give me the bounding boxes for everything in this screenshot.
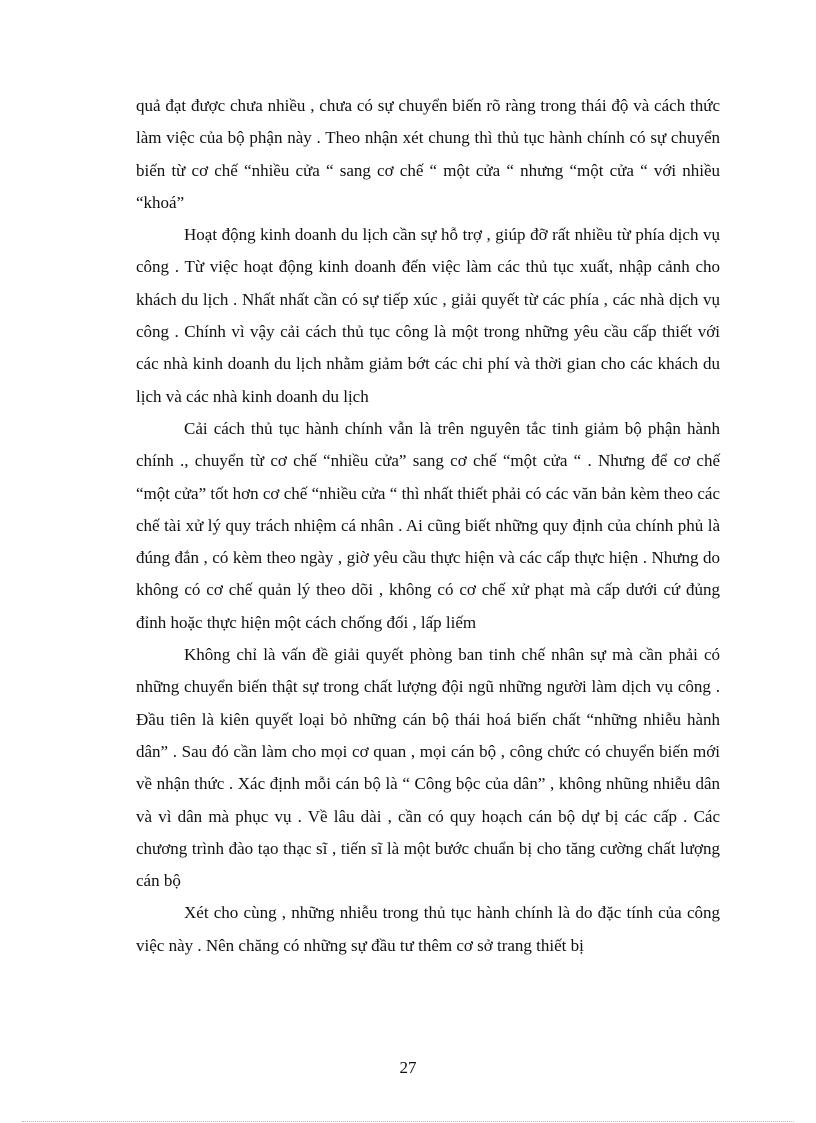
paragraph-2: Hoạt động kinh doanh du lịch cần sự hỗ trợ , giúp đỡ rất nhiều từ phía dịch vụ công . Từ việc hoạt động kinh doanh đến việc làm các thủ tục xuất, nhập cảnh cho khách du lịch . Nhất nhất cần có sự tiếp xúc , giải quyết từ các phía , các nhà dịch vụ công . Chính vì vậy cải cách thủ tục công là một trong những yêu cầu cấp thiết với các nhà kinh doanh du lịch nhằm giảm bớt các chi phí và thời gian cho các khách du lịch và các nhà kinh doanh du lịch <box>136 225 720 406</box>
page-body <box>136 90 720 962</box>
page-bottom-divider <box>22 1121 794 1122</box>
page-number: 27 <box>399 1058 417 1077</box>
paragraph-1: quả đạt được chưa nhiều , chưa có sự chuyển biến rõ ràng trong thái độ và cách thức làm việc của bộ phận này . Theo nhận xét chung thì thủ tục hành chính có sự chuyển biến từ cơ chế “nhiều cửa “ sang cơ chế “ một cửa “ nhưng “một cửa “ với nhiều “khoá” <box>136 96 720 212</box>
paragraph-4: Không chỉ là vấn đề giải quyết phòng ban tinh chế nhân sự mà cần phải có những chuyển biến thật sự trong chất lượng đội ngũ những người làm dịch vụ công . Đầu tiên là kiên quyết loại bỏ những cán bộ thái hoá biến chất “những nhiễu hành dân” . Sau đó cần làm cho mọi cơ quan , mọi cán bộ , công chức có chuyển biến mới về nhận thức . Xác định mỗi cán bộ là “ Công bộc của dân” , không nhũng nhiễu dân và vì dân mà phục vụ . Về lâu dài , cần có quy hoạch cán bộ dự bị các cấp . Các chương trình đào tạo thạc sĩ , tiến sĩ là một bước chuẩn bị cho tăng cường chất lượng cán bộ <box>136 645 720 891</box>
paragraph-5: Xét cho cùng , những nhiễu trong thủ tục hành chính là do đặc tính của công việc này . Nên chăng có những sự đầu tư thêm cơ sở trang thiết bị <box>136 903 720 955</box>
paragraph-3: Cải cách thủ tục hành chính vẫn là trên nguyên tắc tinh giảm bộ phận hành chính ., chuyển từ cơ chế “nhiều cửa” sang cơ chế “một cửa “ . Nhưng để cơ chế “một cửa” tốt hơn cơ chế “nhiều cửa “ thì nhất thiết phải có các văn bản kèm theo các chế tài xử lý quy trách nhiệm cá nhân . Ai cũng biết những quy định của chính phủ là đúng đắn , có kèm theo ngày , giờ yêu cầu thực hiện và các cấp thực hiện . Nhưng do không có cơ chế quản lý theo dõi , không có cơ chế xử phạt mà cấp dưới cứ đủng đỉnh hoặc thực hiện một cách chống đối , lấp liếm <box>136 418 720 632</box>
